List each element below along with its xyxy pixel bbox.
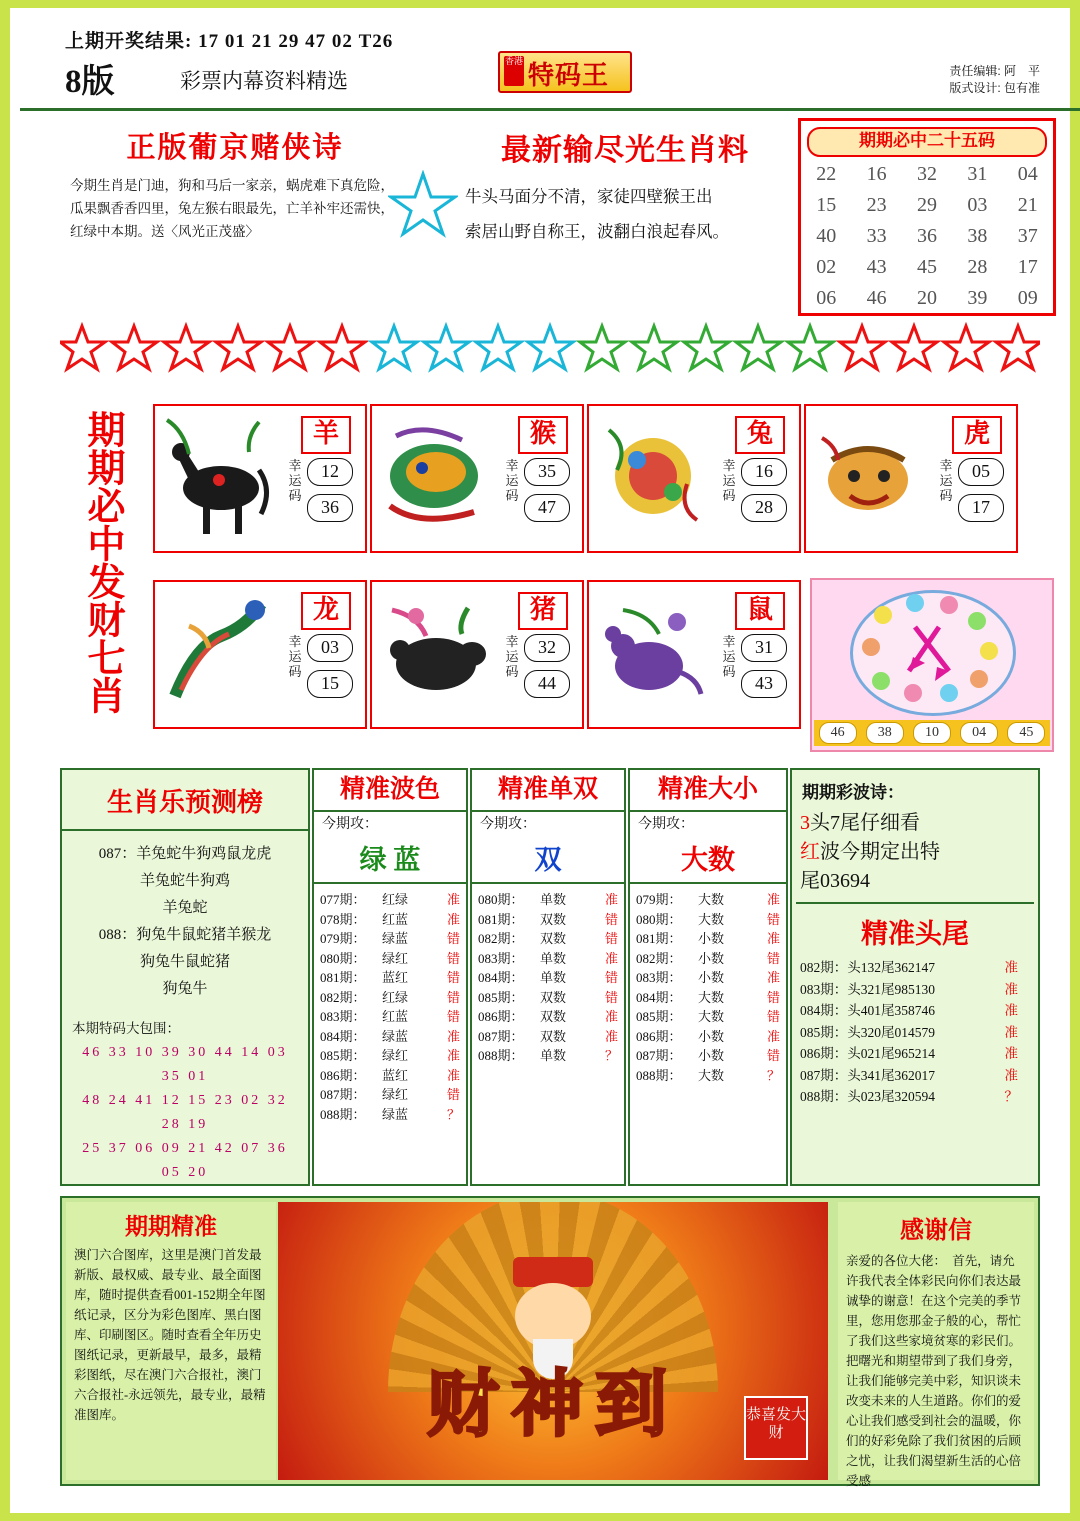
zodiac-lucky-label: 幸运码 — [505, 634, 519, 679]
history-row — [320, 1085, 460, 1105]
row-result: 准 — [766, 892, 780, 907]
row-period: 087期： — [320, 1087, 366, 1102]
row-value: 绿红 — [382, 950, 409, 966]
ranking-line: 088：狗兔牛鼠蛇猪羊猴龙 — [98, 927, 272, 943]
color-prediction-panel — [312, 768, 468, 1186]
code-cell: 21 — [1017, 194, 1038, 216]
wave-poem-line-1 — [800, 809, 1038, 838]
wave-poem-highlight: 红 — [800, 841, 820, 863]
bigsmall-prediction-panel — [628, 768, 788, 1186]
accuracy-info-text: 澳门六合图库，这里是澳门首发最新版、最权威、最专业、最全面图库，随时提供查看001-152期全年图纸记录，区分为彩色图库、黑白图库、印刷图区。随时查看全年历史图纸记录，更新最早，最多，最精彩图纸，尽在澳门六合报社，澳门六合报社-永远领先，最专业，最精准图库。 — [74, 1248, 266, 1422]
header-divider — [20, 108, 1080, 111]
section-vertical-title: 期期必中发财七肖 — [81, 410, 123, 714]
bigsmall-panel-pick: 大数 — [681, 845, 735, 875]
zodiac-lucky-label: 幸运码 — [288, 634, 302, 679]
zodiac-card — [370, 404, 584, 553]
ranking-line: 087：羊兔蛇牛狗鸡鼠龙虎 — [98, 846, 272, 862]
row-period: 082期： — [320, 989, 366, 1005]
headtail-row — [800, 979, 1030, 1001]
zodiac-lucky-number: 28 — [741, 494, 787, 522]
headtail-text: 087期：头341尾362017 — [800, 1067, 935, 1083]
poem-block-1 — [70, 125, 400, 243]
lucky-wheel-panel — [810, 578, 1054, 752]
history-row — [478, 1046, 618, 1066]
color-panel-pick: 绿 蓝 — [359, 845, 421, 875]
wave-poem-text: 头7尾仔细看 — [810, 812, 920, 834]
history-row — [636, 949, 780, 969]
code-cell: 31 — [967, 163, 988, 185]
poem-block-2 — [465, 125, 785, 247]
row-period: 086期： — [478, 1009, 524, 1024]
zodiac-lucky-number: 36 — [307, 494, 353, 522]
code-cell: 32 — [916, 163, 937, 185]
row-value: 绿蓝 — [382, 1028, 409, 1044]
code-cell: 23 — [866, 194, 887, 216]
wave-poem-heading: 期期彩波诗： — [802, 783, 904, 802]
star-decoration-icon — [388, 170, 458, 240]
thank-you-text: 亲爱的各位大佬： 首先，请允许我代表全体彩民向你们表达最诚挚的谢意！在这个完美的季节里，您用您那金子般的心，帮忙了我们这些家境贫寒的彩民们。把曙光和期望带到了我们身旁，让我们能够完美中彩，知识谈未改变未来的人生道路。你们的爱心让我们感受到社会的温暖，你们的好彩免除了我们贫困的后顾之忧，让我们渴望新生活的心倍受感 — [846, 1254, 1022, 1488]
row-value: 单数 — [540, 1048, 567, 1063]
row-result: 错 — [446, 1009, 460, 1024]
code-cell: 43 — [866, 256, 887, 278]
history-row — [320, 1066, 460, 1086]
history-row — [320, 1007, 460, 1027]
history-row — [478, 1027, 618, 1047]
row-result: 错 — [446, 970, 460, 985]
row-period: 080期： — [478, 892, 524, 907]
zodiac-art — [376, 586, 496, 721]
history-row — [636, 929, 780, 949]
code-cell: 28 — [967, 256, 988, 278]
twenty-five-codes-box — [798, 118, 1056, 316]
row-result: ？ — [604, 1048, 618, 1063]
zodiac-card — [153, 404, 367, 553]
row-period: 084期： — [478, 970, 524, 985]
headtail-row — [800, 957, 1030, 979]
masthead-subtitle: 彩票内幕资料精选 — [180, 69, 348, 93]
zodiac-name: 虎 — [952, 416, 1002, 454]
row-period: 085期： — [478, 989, 524, 1005]
zodiac-card — [804, 404, 1018, 553]
history-row — [478, 988, 618, 1008]
row-value: 小数 — [698, 970, 725, 985]
row-period: 083期： — [478, 950, 524, 966]
row-value: 双数 — [540, 911, 567, 927]
wheel-ball-row — [814, 720, 1050, 746]
row-result: 错 — [766, 989, 780, 1005]
history-row — [636, 988, 780, 1008]
row-period: 079期： — [320, 931, 366, 946]
zodiac-lucky-label: 幸运码 — [722, 634, 736, 679]
editor-line: 责任编辑: 阿 平 — [949, 64, 1040, 78]
code-cell: 46 — [866, 287, 887, 309]
row-value: 双数 — [540, 1009, 567, 1024]
row-period: 088期： — [636, 1067, 682, 1083]
row-result: 准 — [604, 950, 618, 966]
headtail-row — [800, 1086, 1030, 1108]
headtail-result: 准 — [1004, 981, 1018, 997]
code-cell: 09 — [1017, 287, 1038, 309]
row-value: 红蓝 — [382, 911, 409, 927]
code-cell: 36 — [916, 225, 937, 247]
oddeven-panel-pick: 双 — [534, 845, 562, 875]
row-value: 大数 — [698, 1067, 725, 1083]
wave-poem-text: 波今期定出特 — [820, 841, 940, 863]
code-cell: 22 — [816, 163, 837, 185]
history-row — [636, 1046, 780, 1066]
row-period: 087期： — [636, 1048, 682, 1063]
wave-poem-highlight: 3 — [800, 812, 810, 834]
ranking-line: 狗兔牛鼠蛇猪 — [139, 954, 230, 970]
row-value: 红绿 — [382, 989, 409, 1005]
zodiac-lucky-number: 32 — [524, 634, 570, 662]
headtail-text: 083期：头321尾985130 — [800, 981, 935, 997]
row-result: 准 — [446, 1067, 460, 1083]
row-value: 大数 — [698, 1009, 725, 1024]
zodiac-name: 鼠 — [735, 592, 785, 630]
oddeven-panel-sub: 今期攻： — [480, 817, 536, 832]
row-result: 错 — [766, 1048, 780, 1063]
zodiac-lucky-number: 35 — [524, 458, 570, 486]
row-period: 086期： — [636, 1028, 682, 1044]
row-value: 大数 — [698, 892, 725, 907]
row-value: 小数 — [698, 931, 725, 946]
code-cell: 40 — [816, 225, 837, 247]
history-row — [320, 1105, 460, 1125]
row-value: 小数 — [698, 950, 725, 966]
row-result: 准 — [766, 970, 780, 985]
row-result: 错 — [604, 911, 618, 927]
row-result: 准 — [446, 1048, 460, 1063]
row-value: 小数 — [698, 1028, 725, 1044]
row-result: 错 — [766, 911, 780, 927]
ranking-line: 狗兔牛 — [162, 981, 208, 997]
history-row — [320, 988, 460, 1008]
zodiac-art — [159, 410, 279, 545]
zodiac-lucky-number: 17 — [958, 494, 1004, 522]
wrap-note-label: 本期特码大包围： — [72, 1021, 180, 1036]
code-cell: 37 — [1017, 225, 1038, 247]
poem1-title: 正版葡京赌侠诗 — [126, 132, 344, 164]
twenty-five-codes-table — [801, 159, 1053, 314]
zodiac-name: 猪 — [518, 592, 568, 630]
zodiac-art — [159, 586, 279, 721]
bottom-section — [60, 1196, 1040, 1486]
row-period: 085期： — [636, 1009, 682, 1024]
history-row — [320, 949, 460, 969]
history-row — [320, 1027, 460, 1047]
headtail-result: 准 — [1004, 1046, 1018, 1061]
masthead — [20, 55, 1080, 107]
prediction-ranking-title: 生肖乐预测榜 — [62, 782, 308, 831]
row-period: 081期： — [636, 931, 682, 946]
history-row — [478, 929, 618, 949]
headtail-row — [800, 1043, 1030, 1065]
history-row — [636, 968, 780, 988]
row-period: 087期： — [478, 1028, 524, 1044]
headtail-text: 082期：头132尾362147 — [800, 960, 935, 975]
panel-divider — [796, 902, 1034, 904]
row-period: 083期： — [320, 1009, 366, 1024]
headtail-result: 准 — [1004, 1003, 1018, 1018]
twenty-five-codes-title: 期期必中二十五码 — [807, 127, 1047, 157]
wave-poem-and-headtail-panel — [790, 768, 1040, 1186]
row-result: 错 — [766, 1009, 780, 1024]
thank-you-title: 感谢信 — [900, 1218, 972, 1244]
zodiac-lucky-number: 03 — [307, 634, 353, 662]
code-cell: 15 — [816, 194, 837, 216]
wheel-arrows-icon — [853, 593, 1007, 707]
history-row — [478, 949, 618, 969]
zodiac-name: 羊 — [301, 416, 351, 454]
row-result: 错 — [446, 989, 460, 1005]
row-period: 086期： — [320, 1067, 366, 1083]
zodiac-art — [810, 410, 930, 545]
row-value: 绿红 — [382, 1048, 409, 1063]
row-result: 错 — [446, 931, 460, 946]
row-value: 大数 — [698, 911, 725, 927]
zodiac-lucky-label: 幸运码 — [505, 458, 519, 503]
headtail-row — [800, 1000, 1030, 1022]
zodiac-lucky-number: 44 — [524, 670, 570, 698]
row-value: 双数 — [540, 989, 567, 1005]
credits — [949, 63, 1040, 97]
code-cell: 04 — [1017, 163, 1038, 185]
code-cell: 38 — [967, 225, 988, 247]
prediction-ranking-lines — [62, 841, 308, 1003]
row-period: 077期： — [320, 892, 366, 907]
code-cell: 03 — [967, 194, 988, 216]
history-row — [478, 968, 618, 988]
row-value: 双数 — [540, 931, 567, 946]
history-row — [636, 1066, 780, 1086]
poem2-line-1: 牛头马面分不清，家徒四壁猴王出 — [465, 187, 713, 206]
zodiac-name: 龙 — [301, 592, 351, 630]
row-value: 单数 — [540, 892, 567, 907]
headtail-result: ？ — [1004, 1089, 1018, 1104]
zodiac-lucky-number: 12 — [307, 458, 353, 486]
history-row — [636, 890, 780, 910]
zodiac-card — [587, 580, 801, 729]
row-result: 错 — [766, 950, 780, 966]
row-value: 红绿 — [382, 892, 409, 907]
row-result: 错 — [446, 950, 460, 966]
headtail-rows — [792, 955, 1038, 1110]
history-row — [320, 968, 460, 988]
zodiac-lucky-number: 16 — [741, 458, 787, 486]
accuracy-info-title: 期期精准 — [125, 1214, 217, 1239]
poster-title: 财神到 — [426, 1365, 679, 1445]
row-value: 蓝红 — [382, 1067, 409, 1083]
history-row — [320, 929, 460, 949]
row-result: 准 — [604, 892, 618, 907]
headtail-title: 精准头尾 — [861, 919, 969, 949]
wheel-ball: 10 — [913, 722, 951, 744]
row-period: 082期： — [636, 950, 682, 966]
history-row — [636, 1027, 780, 1047]
row-period: 081期： — [478, 911, 524, 927]
row-period: 088期： — [320, 1106, 366, 1122]
row-period: 080期： — [636, 911, 682, 927]
row-value: 红蓝 — [382, 1009, 409, 1024]
row-result: 准 — [446, 1028, 460, 1044]
wheel-ball: 46 — [819, 722, 857, 744]
zodiac-lucky-number: 05 — [958, 458, 1004, 486]
zodiac-name: 兔 — [735, 416, 785, 454]
star-divider-row — [60, 322, 1040, 374]
bigsmall-panel-sub: 今期攻： — [638, 817, 694, 832]
row-result: 准 — [766, 931, 780, 946]
color-panel-title: 精准波色 — [314, 770, 466, 812]
code-cell: 45 — [916, 256, 937, 278]
row-period: 079期： — [636, 892, 682, 907]
row-period: 084期： — [636, 989, 682, 1005]
row-result: 准 — [766, 1028, 780, 1044]
code-cell: 20 — [916, 287, 937, 309]
headtail-row — [800, 1065, 1030, 1087]
headtail-result: 准 — [1004, 1067, 1018, 1083]
zodiac-lucky-label: 幸运码 — [288, 458, 302, 503]
row-result: ？ — [446, 1106, 460, 1122]
god-of-wealth-poster — [278, 1202, 828, 1480]
poster-seal: 恭喜发大财 — [744, 1396, 808, 1460]
oddeven-panel-title: 精准单双 — [472, 770, 624, 812]
code-cell: 29 — [916, 194, 937, 216]
poem1-text: 今期生肖是门迪，狗和马后一家亲，蜗虎难下真危险，瓜果飘香香四里，兔左猴右眼最先，亡羊补牢还需快，红绿中本期。送〈风光正茂盛〉 — [70, 178, 394, 239]
row-period: 088期： — [478, 1048, 524, 1063]
zodiac-art — [376, 410, 496, 545]
wave-poem-line-2 — [800, 838, 1038, 867]
zodiac-card — [587, 404, 801, 553]
history-row — [636, 910, 780, 930]
row-value: 单数 — [540, 950, 567, 966]
row-value: 绿蓝 — [382, 931, 409, 946]
wheel-ball: 45 — [1007, 722, 1045, 744]
bigsmall-panel-title: 精准大小 — [630, 770, 786, 812]
row-result: 准 — [604, 1009, 618, 1024]
zodiac-name: 猴 — [518, 416, 568, 454]
row-value: 小数 — [698, 1048, 725, 1063]
row-value: 单数 — [540, 970, 567, 985]
headtail-text: 085期：头320尾014579 — [800, 1024, 935, 1040]
poem2-line-2: 索居山野自称王，波翻白浪起春风。 — [465, 222, 729, 241]
code-cell: 16 — [866, 163, 887, 185]
zodiac-lucky-number: 31 — [741, 634, 787, 662]
row-value: 双数 — [540, 1028, 567, 1044]
headtail-text: 084期：头401尾358746 — [800, 1003, 935, 1018]
headtail-text: 086期：头021尾965214 — [800, 1046, 935, 1061]
zodiac-lucky-number: 47 — [524, 494, 570, 522]
history-row — [320, 890, 460, 910]
history-row — [478, 1007, 618, 1027]
zodiac-card — [370, 580, 584, 729]
wheel-ball: 04 — [960, 722, 998, 744]
row-result: 准 — [446, 892, 460, 907]
brand-logo-text: 特码王 — [528, 61, 610, 90]
brand-logo — [498, 51, 632, 93]
wrap-number-row: 46 33 10 39 30 44 14 03 35 01 — [82, 1045, 288, 1084]
zodiac-card — [153, 580, 367, 729]
code-cell: 33 — [866, 225, 887, 247]
history-row — [478, 910, 618, 930]
color-history-rows — [314, 882, 466, 1124]
history-row — [320, 910, 460, 930]
row-value: 大数 — [698, 989, 725, 1005]
headtail-result: 准 — [1004, 960, 1018, 975]
row-period: 085期： — [320, 1048, 366, 1063]
row-value: 绿蓝 — [382, 1106, 409, 1122]
zodiac-lucky-label: 幸运码 — [939, 458, 953, 503]
zodiac-lucky-number: 43 — [741, 670, 787, 698]
previous-results: 上期开奖结果: 17 01 21 29 47 02 T26 — [65, 31, 394, 52]
row-value: 蓝红 — [382, 970, 409, 985]
wrap-number-row: 48 24 41 12 15 23 02 32 28 19 — [82, 1093, 288, 1132]
row-period: 081期： — [320, 970, 366, 985]
headtail-result: 准 — [1004, 1024, 1018, 1040]
history-row — [320, 1046, 460, 1066]
history-row — [636, 1007, 780, 1027]
bigsmall-history-rows — [630, 882, 786, 1085]
wave-poem-line-3: 尾03694 — [800, 870, 870, 892]
wrap-numbers — [70, 1041, 300, 1185]
zodiac-art — [593, 586, 713, 721]
row-period: 084期： — [320, 1028, 366, 1044]
wheel-circle — [850, 590, 1016, 716]
history-row — [478, 890, 618, 910]
code-cell: 06 — [816, 287, 837, 309]
headtail-text: 088期：头023尾320594 — [800, 1089, 935, 1104]
page-number-label: 8版 — [65, 64, 115, 100]
row-result: 错 — [446, 1087, 460, 1102]
brand-logo-badge: 香港 — [504, 56, 524, 86]
zodiac-lucky-label: 幸运码 — [722, 458, 736, 503]
wheel-ball: 38 — [866, 722, 904, 744]
row-result: 准 — [446, 911, 460, 927]
zodiac-lucky-number: 15 — [307, 670, 353, 698]
code-cell: 17 — [1017, 256, 1038, 278]
color-panel-sub: 今期攻： — [322, 817, 378, 832]
headtail-row — [800, 1022, 1030, 1044]
row-period: 082期： — [478, 931, 524, 946]
accuracy-info-block — [66, 1202, 276, 1480]
wrap-number-row: 25 37 06 09 21 42 07 36 05 20 — [82, 1141, 288, 1180]
row-result: 错 — [604, 989, 618, 1005]
thank-you-letter-block — [838, 1202, 1034, 1488]
ranking-line: 羊兔蛇牛狗鸡 — [139, 873, 230, 889]
row-value: 绿红 — [382, 1087, 409, 1102]
row-result: 错 — [604, 931, 618, 946]
row-result: ？ — [766, 1067, 780, 1083]
ranking-line: 羊兔蛇 — [162, 900, 208, 916]
oddeven-history-rows — [472, 882, 624, 1066]
row-result: 准 — [604, 1028, 618, 1044]
row-result: 错 — [604, 970, 618, 985]
oddeven-prediction-panel — [470, 768, 626, 1186]
designer-line: 版式设计: 包有准 — [949, 81, 1040, 95]
code-cell: 39 — [967, 287, 988, 309]
row-period: 083期： — [636, 970, 682, 985]
code-cell: 02 — [816, 256, 837, 278]
row-period: 078期： — [320, 911, 366, 927]
zodiac-art — [593, 410, 713, 545]
poem2-title: 最新输尽光生肖料 — [501, 134, 749, 167]
prediction-ranking-panel — [60, 768, 310, 1186]
row-period: 080期： — [320, 950, 366, 966]
